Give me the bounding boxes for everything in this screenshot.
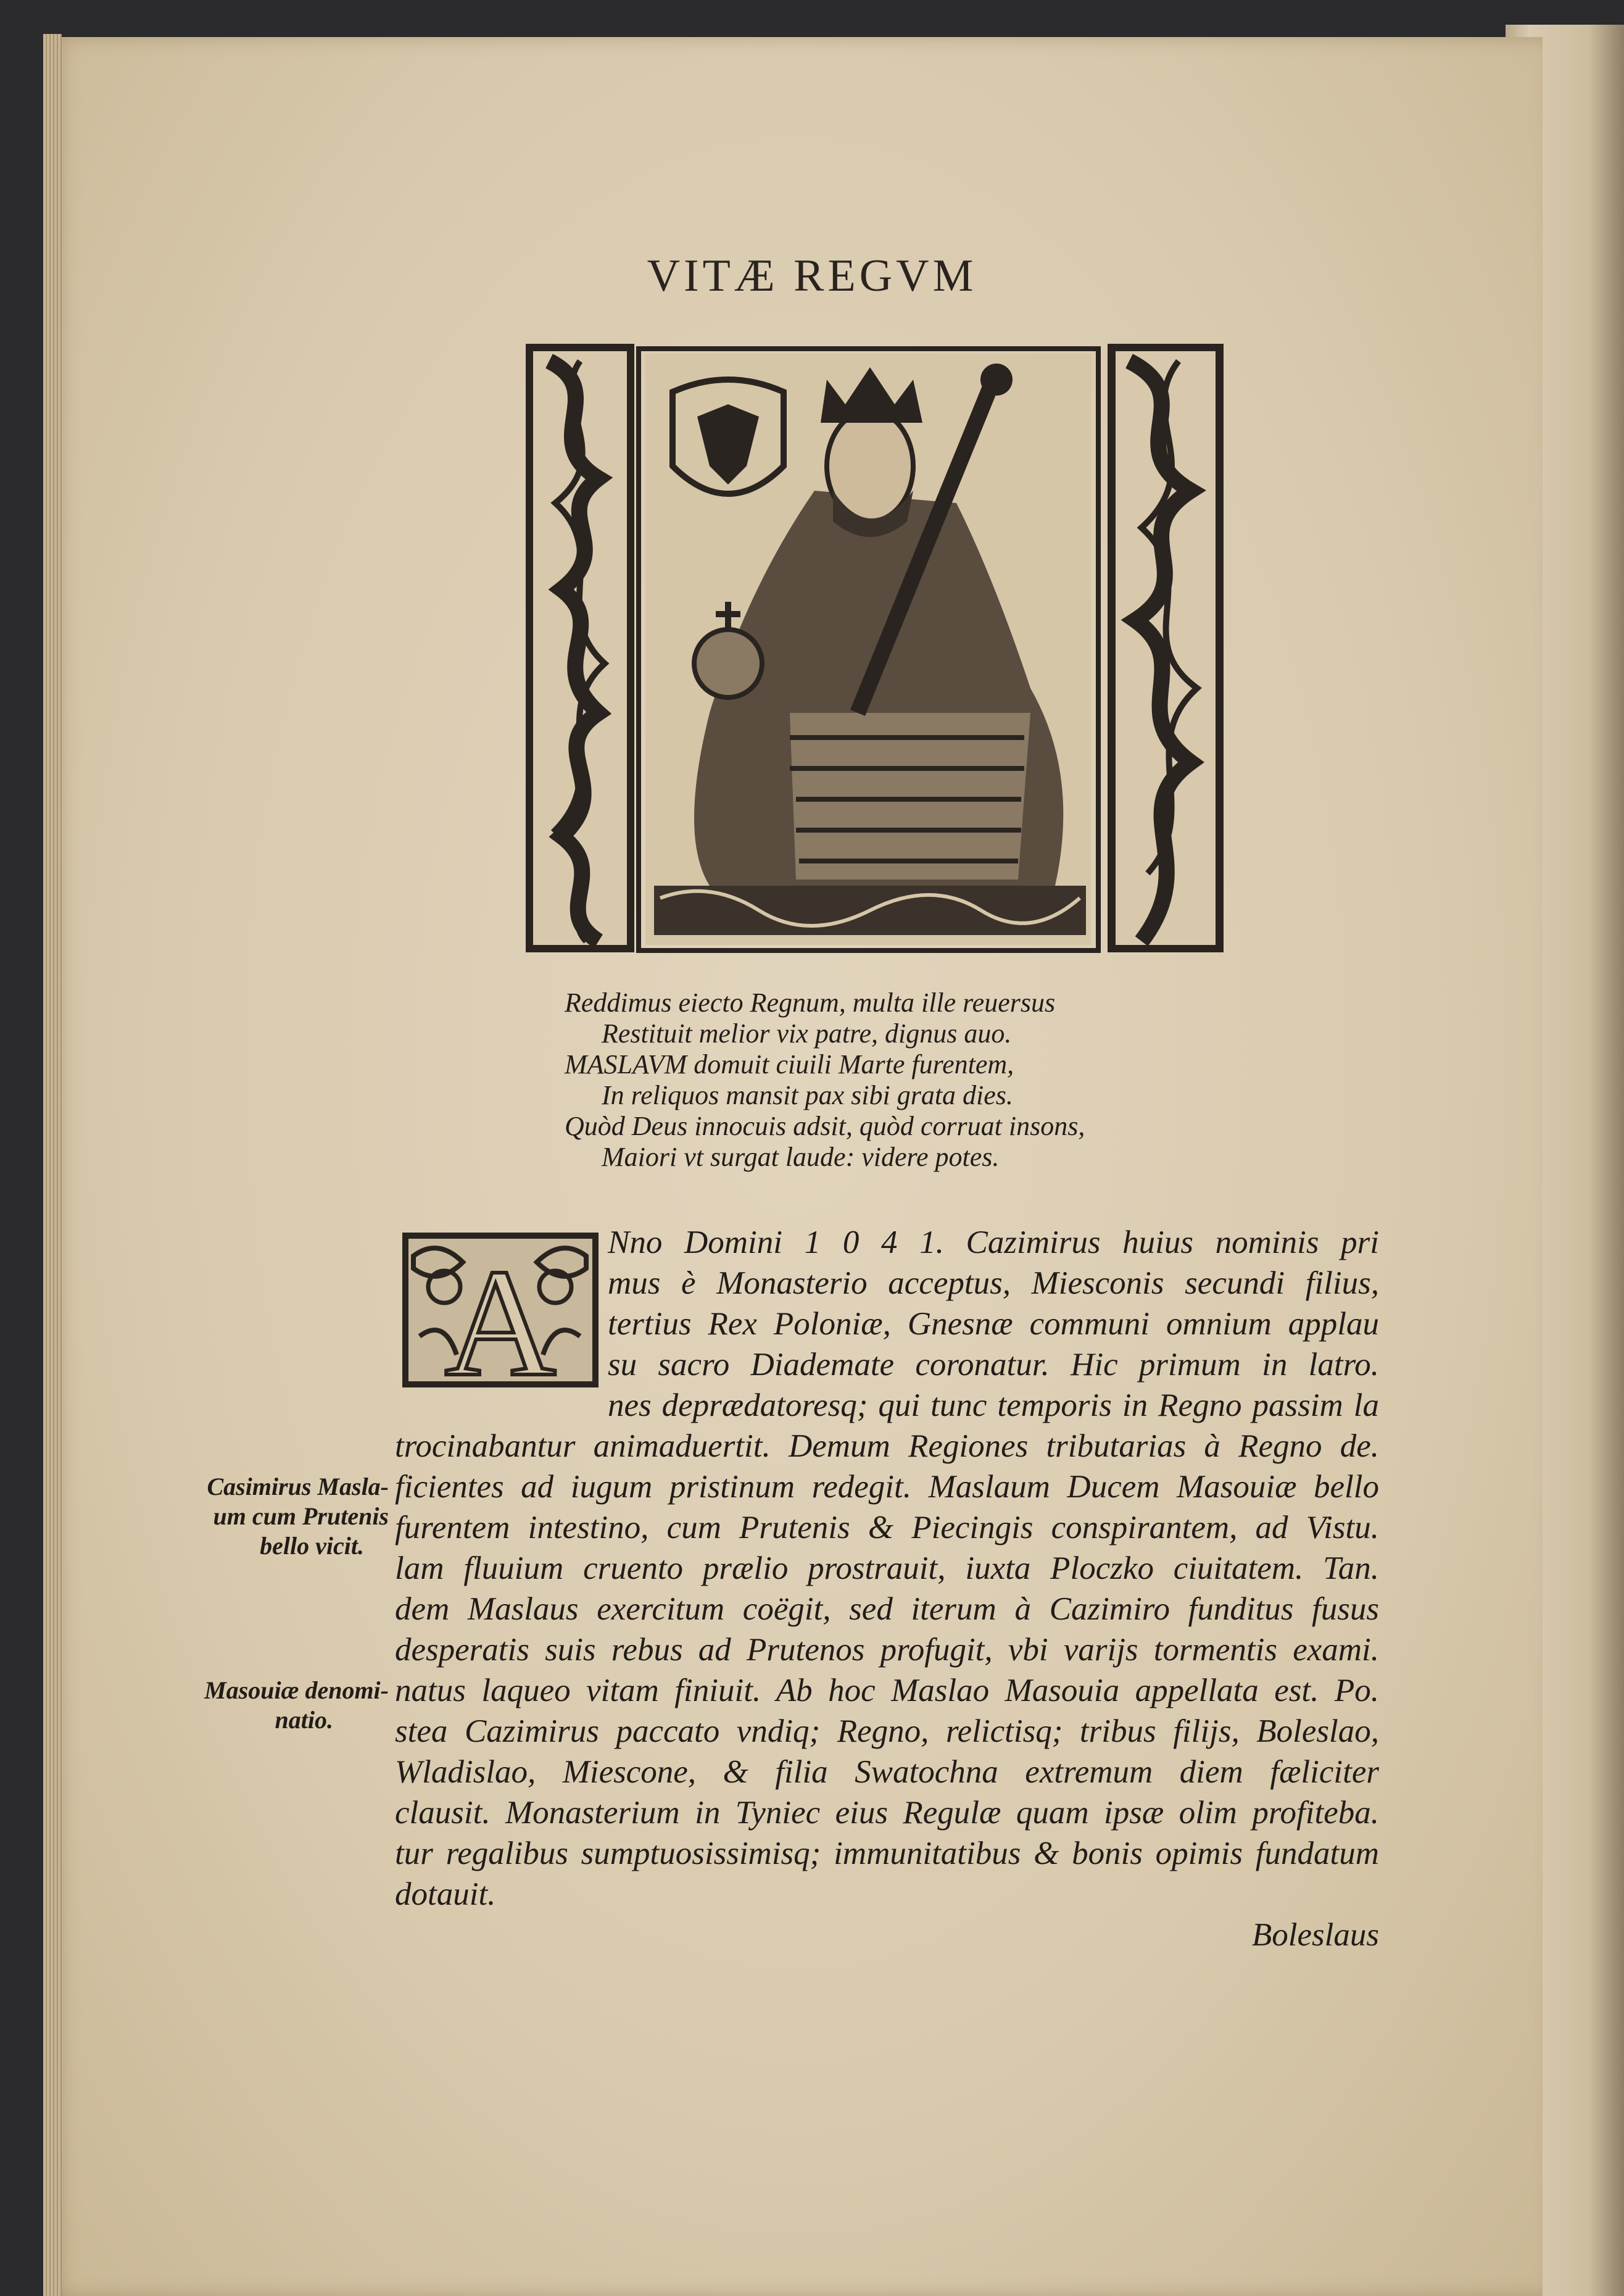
body-paragraph bbox=[395, 1222, 1379, 1955]
right-ornament-border bbox=[1108, 344, 1224, 952]
margin-note-casimirus bbox=[185, 1472, 389, 1561]
text-line: mus è Monasterio acceptus, Miesconis secundi filius, bbox=[608, 1265, 1379, 1301]
verse-line: In reliquos mansit pax sibi grata dies. bbox=[602, 1080, 1013, 1110]
margin-note-line: Casimirus Masla- bbox=[207, 1473, 389, 1500]
text-line: tur regalibus sumptuosissimisq; immunitatibus & bonis opimis fundatum bbox=[395, 1836, 1379, 1871]
text-line: tertius Rex Poloniæ, Gnesnæ communi omnium applau bbox=[608, 1306, 1379, 1342]
margin-note-masouia bbox=[185, 1676, 389, 1735]
text-line: dotauit. bbox=[395, 1876, 496, 1912]
king-head bbox=[821, 367, 922, 537]
verse-line: MASLAVM domuit ciuili Marte furentem, bbox=[565, 1049, 1014, 1079]
verse-line: Maiori vt surgat laude: videre potes. bbox=[602, 1142, 1000, 1172]
margin-note-line: um cum Prutenis bbox=[213, 1502, 389, 1530]
left-ornament-border bbox=[526, 344, 634, 952]
verse-caption bbox=[565, 988, 1085, 1173]
text-line: Nno Domini 1 0 4 1. Cazimirus huius nominis pri bbox=[608, 1225, 1379, 1260]
catchword: Boleslaus bbox=[1251, 1917, 1379, 1953]
eagle-shield-icon bbox=[673, 380, 784, 494]
central-portrait-panel bbox=[639, 349, 1098, 950]
verse-line: Restituit melior vix patre, dignus auo. bbox=[602, 1018, 1012, 1049]
margin-note-line: Masouiæ denomi- bbox=[204, 1676, 389, 1704]
text-line: dem Maslaus exercitum coëgit, sed iterum à Cazimiro funditus fusus bbox=[395, 1591, 1379, 1627]
text-line: ficientes ad iugum pristinum redegit. Maslaum Ducem Masouiæ bello bbox=[395, 1469, 1379, 1505]
text-line: clausit. Monasterium in Tyniec eius Regulæ quam ipsæ olim profiteba. bbox=[395, 1795, 1379, 1831]
page-stack-edge bbox=[43, 34, 62, 2296]
margin-note-line: natio. bbox=[275, 1706, 333, 1734]
text-line: trocinabantur animaduertit. Demum Regiones tributarias à Regno de. bbox=[395, 1428, 1379, 1464]
text-line: stea Cazimirus paccato vndiq; Regno, relictisq; tribus filijs, Boleslao, bbox=[395, 1713, 1379, 1749]
margin-note-line: bello vicit. bbox=[260, 1532, 364, 1560]
svg-text:A: A bbox=[444, 1237, 557, 1389]
text-line: lam fluuium cruento prælio prostrauit, iuxta Ploczko ciuitatem. Tan. bbox=[395, 1550, 1379, 1586]
verse-line: Reddimus eiecto Regnum, multa ille reuersus bbox=[565, 988, 1056, 1018]
text-line: desperatis suis rebus ad Prutenos profugit, vbi varijs tormentis exami. bbox=[395, 1632, 1379, 1668]
text-line: natus laqueo vitam finiuit. Ab hoc Maslao Masouia appellata est. Po. bbox=[395, 1673, 1379, 1708]
text-line: su sacro Diademate coronatur. Hic primum in latro. bbox=[608, 1347, 1379, 1383]
text-line: Wladislao, Miescone, & filia Swatochna extremum diem fæliciter bbox=[395, 1754, 1379, 1790]
text-line: furentem intestino, cum Prutenis & Piecingis conspirantem, ad Vistu. bbox=[395, 1510, 1379, 1545]
verse-line: Quòd Deus innocuis adsit, quòd corruat insons, bbox=[565, 1111, 1085, 1141]
woodcut-king-illustration bbox=[524, 343, 1225, 954]
text-line: nes deprædatoresq; qui tunc temporis in Regno passim la bbox=[608, 1387, 1379, 1423]
running-title: VITÆ REGVM bbox=[647, 251, 977, 301]
